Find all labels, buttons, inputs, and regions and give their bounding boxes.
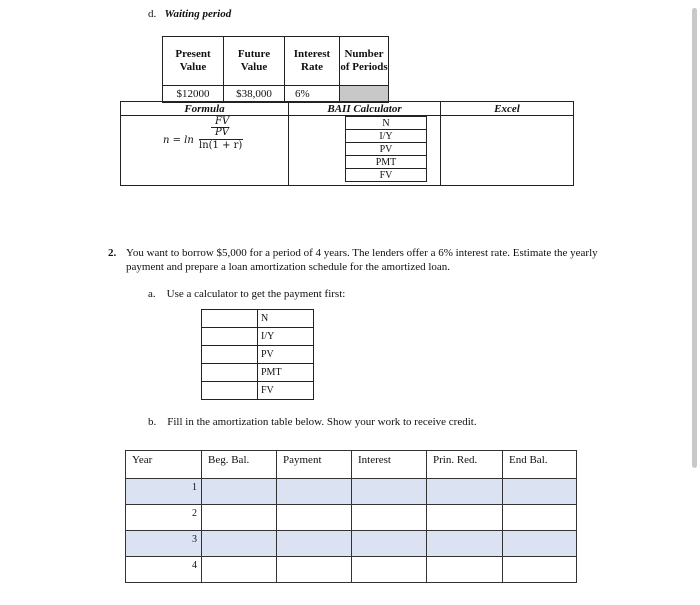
calc-label-cell	[202, 328, 258, 346]
beg-bal-cell[interactable]	[202, 479, 277, 505]
year-cell: 4	[126, 557, 202, 583]
calc-label-cell	[202, 382, 258, 400]
calc-fv: FV	[258, 382, 314, 400]
table-row	[126, 557, 577, 583]
payment-cell[interactable]	[277, 505, 352, 531]
calc-label-cell	[202, 346, 258, 364]
payment-cell[interactable]	[277, 557, 352, 583]
interest-cell[interactable]	[352, 557, 427, 583]
table-row	[126, 479, 577, 505]
header-number-of-periods: Number of Periods	[340, 37, 389, 86]
calculator-cell	[289, 116, 441, 186]
interest-cell[interactable]	[352, 505, 427, 531]
calc-key-pmt: PMT	[346, 156, 427, 169]
calc-n: N	[258, 310, 314, 328]
header-future-value: Future Value	[224, 37, 285, 86]
payment-cell[interactable]	[277, 531, 352, 557]
question-2-text: You want to borrow $5,000 for a period of 4 years. The lenders offer a 6% interest rate. Estimate the yearly payment and prepare a loan amortization schedule for the amortized loan.	[126, 247, 598, 273]
prin-red-cell[interactable]	[427, 557, 503, 583]
calc-key-n: N	[346, 117, 427, 130]
header-prin-red: Prin. Red.	[427, 451, 503, 479]
year-cell: 3	[126, 531, 202, 557]
value-number-of-periods	[340, 86, 389, 103]
excel-cell[interactable]	[441, 116, 574, 186]
header-end-bal: End Bal.	[503, 451, 577, 479]
table-row	[126, 505, 577, 531]
end-bal-cell[interactable]	[503, 479, 577, 505]
end-bal-cell[interactable]	[503, 557, 577, 583]
beg-bal-cell[interactable]	[202, 557, 277, 583]
prin-red-cell[interactable]	[427, 531, 503, 557]
value-future-value: $38,000	[224, 86, 285, 103]
variables-table	[162, 36, 389, 103]
calc-key-iy: I/Y	[346, 130, 427, 143]
prin-red-cell[interactable]	[427, 505, 503, 531]
solution-methods-table	[120, 101, 574, 186]
header-formula: Formula	[121, 102, 289, 116]
value-present-value: $12000	[163, 86, 224, 103]
part-d-heading	[148, 8, 231, 20]
calc-iy: I/Y	[258, 328, 314, 346]
calc-label-cell	[202, 364, 258, 382]
header-payment: Payment	[277, 451, 352, 479]
formula-lhs: n = ln	[163, 135, 194, 146]
amortization-table	[125, 450, 577, 583]
part-b	[148, 416, 477, 428]
part-d-title: Waiting period	[164, 8, 232, 20]
part-b-text: Fill in the amortization table below. Show your work to receive credit.	[167, 416, 477, 428]
formula-pv: PV	[215, 127, 229, 138]
calc-key-pv: PV	[346, 143, 427, 156]
formula-denominator: ln(1 + r)	[199, 140, 243, 151]
header-present-value: Present Value	[163, 37, 224, 86]
header-baii-calculator: BAII Calculator	[289, 102, 441, 116]
part-a-letter: a.	[148, 288, 156, 300]
end-bal-cell[interactable]	[503, 531, 577, 557]
payment-calculator-table	[201, 309, 314, 400]
calc-key-fv: FV	[346, 169, 427, 182]
calc-keys-table	[345, 116, 427, 182]
header-year: Year	[126, 451, 202, 479]
year-cell: 1	[126, 479, 202, 505]
interest-cell[interactable]	[352, 531, 427, 557]
year-cell: 2	[126, 505, 202, 531]
beg-bal-cell[interactable]	[202, 531, 277, 557]
part-a-text: Use a calculator to get the payment first:	[166, 288, 346, 300]
question-2-number: 2.	[108, 247, 117, 259]
formula-cell	[121, 116, 289, 186]
header-interest: Interest	[352, 451, 427, 479]
prin-red-cell[interactable]	[427, 479, 503, 505]
part-b-letter: b.	[148, 416, 157, 428]
part-a	[148, 288, 345, 300]
calc-label-cell	[202, 310, 258, 328]
calc-pmt: PMT	[258, 364, 314, 382]
header-excel: Excel	[441, 102, 574, 116]
interest-cell[interactable]	[352, 479, 427, 505]
value-interest-rate: 6%	[285, 86, 340, 103]
scrollbar[interactable]	[692, 8, 697, 468]
formula-fv: FV	[215, 116, 230, 127]
calc-pv: PV	[258, 346, 314, 364]
payment-cell[interactable]	[277, 479, 352, 505]
header-beg-bal: Beg. Bal.	[202, 451, 277, 479]
table-row	[126, 531, 577, 557]
part-d-letter: d.	[148, 8, 157, 20]
beg-bal-cell[interactable]	[202, 505, 277, 531]
header-interest-rate: Interest Rate	[285, 37, 340, 86]
end-bal-cell[interactable]	[503, 505, 577, 531]
